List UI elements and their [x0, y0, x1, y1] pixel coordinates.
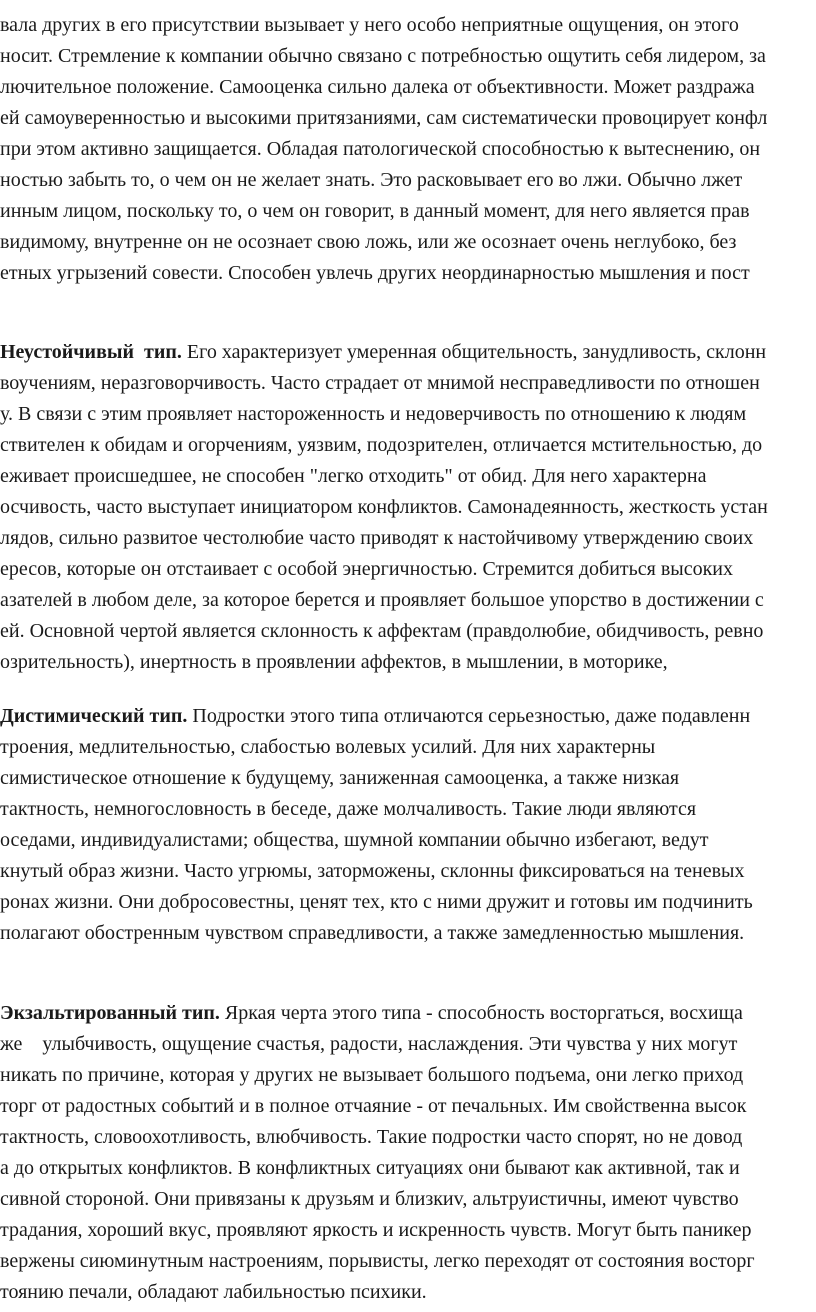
text-line: лючительное положение. Самооценка сильно далека от объективности. Может раздража — [0, 76, 755, 98]
text-span: Подростки этого типа отличаются серьезностью, даже подавленн — [187, 705, 751, 727]
text-line: тактность, словоохотливость, влюбчивость. Такие подростки часто спорят, но не довод — [0, 1126, 743, 1148]
text-line: ей самоуверенностью и высокими притязаниями, сам систематически провоцирует конфл — [0, 107, 768, 129]
text-line: осчивость, часто выступает инициатором конфликтов. Самонадеянность, жесткость устан — [0, 496, 768, 518]
text-line: ересов, которые он отстаивает с особой энергичностью. Стремится добиться высоких — [0, 558, 734, 580]
text-line: никать по причине, которая у других не вызывает большого подъема, они легко приход — [0, 1064, 744, 1086]
text-line: ронах жизни. Они добросовестны, ценят тех, кто с ними дружит и готовы им подчинить — [0, 891, 753, 913]
text-line: тактность, немногословность в беседе, даже молчаливость. Такие люди являются — [0, 798, 697, 820]
text-line: кнутый образ жизни. Часто угрюмы, заторможены, склонны фиксироваться на теневых — [0, 860, 745, 882]
text-line: ей. Основной чертой является склонность к аффектам (правдолюбие, обидчивость, ревно — [0, 620, 764, 642]
text-line: воучениям, неразговорчивость. Часто страдает от мнимой несправедливости по отношен — [0, 372, 760, 394]
text-line — [0, 1001, 743, 1025]
text-line: еживает происшедшее, не способен "легко отходить" от обид. Для него характерна — [0, 465, 707, 487]
text-line: сивной стороной. Они привязаны к друзьям и близкиv, альтруистичны, имеют чувство — [0, 1188, 739, 1210]
text-line: видимому, внутренне он не осознает свою ложь, или же осознает очень неглубоко, без — [0, 231, 737, 253]
text-line: вержены сиюминутным настроениям, порывисты, легко переходят от состояния восторг — [0, 1250, 755, 1272]
text-line: азателей в любом деле, за которое берется и проявляет большое упорство в достижении с — [0, 589, 764, 611]
section-heading: Дистимический тип. — [0, 705, 188, 727]
section-heading: Неустойчивый тип. — [0, 341, 182, 363]
text-span: Яркая черта этого типа - способность восторгаться, восхища — [219, 1002, 743, 1024]
text-line — [0, 340, 766, 364]
text-line: оседами, индивидуалистами; общества, шумной компании обычно избегают, ведут — [0, 829, 709, 851]
text-line: лядов, сильно развитое честолюбие часто приводят к настойчивому утверждению своих — [0, 527, 754, 549]
text-line: вала других в его присутствии вызывает у него особо неприятные ощущения, он этого — [0, 14, 739, 36]
text-line: симистическое отношение к будущему, заниженная самооценка, а также низкая — [0, 767, 680, 789]
text-line: у. В связи с этим проявляет настороженность и недоверчивость по отношению к людям — [0, 403, 747, 425]
text-line: при этом активно защищается. Обладая патологической способностью к вытеснению, он — [0, 138, 761, 160]
text-line: полагают обостренным чувством справедливости, а также замедленностью мышления. — [0, 922, 745, 944]
section-heading: Экзальтированный тип. — [0, 1002, 220, 1024]
text-line: же улыбчивость, ощущение счастья, радости, наслаждения. Эти чувства у них могут — [0, 1033, 738, 1055]
text-line: традания, хороший вкус, проявляют яркость и искренность чувств. Могут быть паникер — [0, 1219, 752, 1241]
text-line: а до открытых конфликтов. В конфликтных ситуациях они бывают как активной, так и — [0, 1157, 740, 1179]
text-span: Его характеризует умеренная общительность, занудливость, склонн — [181, 341, 767, 363]
text-line: ностью забыть то, о чем он не желает знать. Это расковывает его во лжи. Обычно лжет — [0, 169, 743, 191]
text-line: ствителен к обидам и огорчениям, уязвим, подозрителен, отличается мстительностью, до — [0, 434, 763, 456]
text-line: етных угрызений совести. Способен увлечь других неординарностью мышления и пост — [0, 262, 750, 284]
text-line: троения, медлительностью, слабостью волевых усилий. Для них характерны — [0, 736, 656, 758]
text-line: тоянию печали, обладают лабильностью психики. — [0, 1281, 427, 1303]
text-line: инным лицом, поскольку то, о чем он говорит, в данный момент, для него является прав — [0, 200, 750, 222]
text-line: торг от радостных событий и в полное отчаяние - от печальных. Им свойственна высок — [0, 1095, 747, 1117]
text-line: озрительность), инертность в проявлении аффектов, в мышлении, в моторике, — [0, 651, 668, 673]
text-line — [0, 704, 750, 728]
text-line: носит. Стремление к компании обычно связано с потребностью ощутить себя лидером, за — [0, 45, 766, 67]
